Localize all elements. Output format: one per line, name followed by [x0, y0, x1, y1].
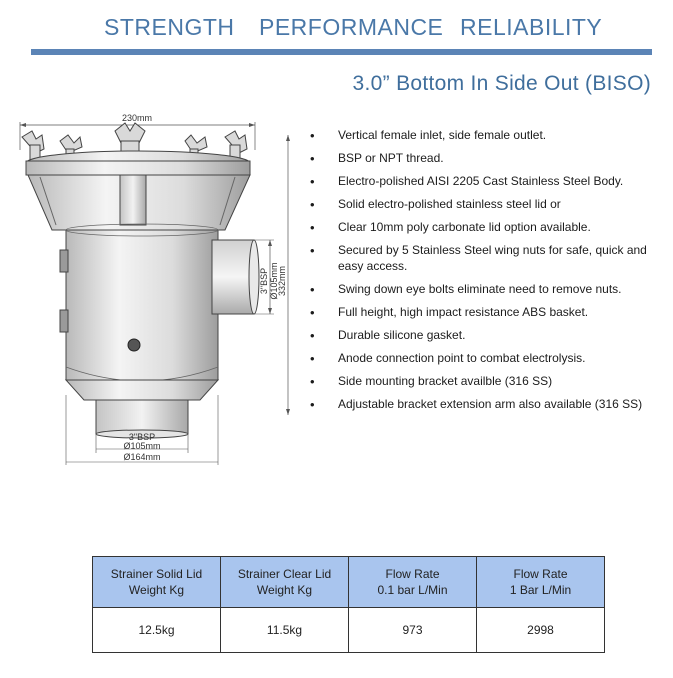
feature-item: • Adjustable bracket extension arm also available (316 SS)	[304, 397, 664, 413]
spec-table	[92, 556, 605, 653]
header-flow-rate-1: Flow Rate 1 Bar L/Min	[477, 557, 605, 608]
strainer-diagram	[10, 105, 305, 475]
bottom-inlet	[96, 400, 188, 434]
feature-item: • BSP or NPT thread.	[304, 151, 664, 167]
feature-item: • Full height, high impact resistance ABS basket.	[304, 305, 664, 321]
feature-item: • Vertical female inlet, side female outlet.	[304, 128, 664, 144]
height-label: 332mm	[277, 265, 287, 297]
header-word-reliability: RELIABILITY	[460, 14, 603, 40]
feature-item: • Side mounting bracket availble (316 SS)	[304, 374, 664, 390]
feature-item: • Solid electro-polished stainless steel lid or	[304, 197, 664, 213]
table-row	[93, 608, 605, 653]
cell-flow-rate-01: 973	[349, 608, 477, 653]
header-solid-lid-weight: Strainer Solid Lid Weight Kg	[93, 557, 221, 608]
body-main	[66, 230, 218, 380]
anode-point	[128, 339, 140, 351]
side-outlet	[212, 240, 254, 314]
feature-item: • Clear 10mm poly carbonate lid option available.	[304, 220, 664, 236]
feature-item: • Durable silicone gasket.	[304, 328, 664, 344]
side-bsp-label: 3"BSP	[259, 267, 269, 295]
header-word-performance: PERFORMANCE	[259, 14, 444, 40]
feature-item: • Electro-polished AISI 2205 Cast Stainless Steel Body.	[304, 174, 664, 190]
cell-flow-rate-1: 2998	[477, 608, 605, 653]
header-rule	[31, 49, 652, 55]
base-dia-label: Ø164mm	[123, 452, 161, 462]
header-word-strength: STRENGTH	[104, 14, 235, 40]
side-dia-label: Ø105mm	[269, 262, 279, 300]
bottom-dia-label: Ø105mm	[123, 441, 161, 451]
product-title: 3.0” Bottom In Side Out (BISO)	[352, 72, 651, 95]
header-banner	[0, 14, 673, 44]
feature-list	[304, 128, 664, 420]
cell-clear-lid-weight: 11.5kg	[221, 608, 349, 653]
feature-item: • Secured by 5 Stainless Steel wing nuts for safe, quick and easy access.	[304, 243, 664, 274]
bottom-bsp-label: 3"BSP	[128, 432, 156, 442]
header-clear-lid-weight: Strainer Clear Lid Weight Kg	[221, 557, 349, 608]
width-label: 230mm	[121, 113, 153, 123]
header-flow-rate-01: Flow Rate 0.1 bar L/Min	[349, 557, 477, 608]
table-header-row	[93, 557, 605, 608]
cell-solid-lid-weight: 12.5kg	[93, 608, 221, 653]
feature-item: • Anode connection point to combat electrolysis.	[304, 351, 664, 367]
feature-item: • Swing down eye bolts eliminate need to remove nuts.	[304, 282, 664, 298]
